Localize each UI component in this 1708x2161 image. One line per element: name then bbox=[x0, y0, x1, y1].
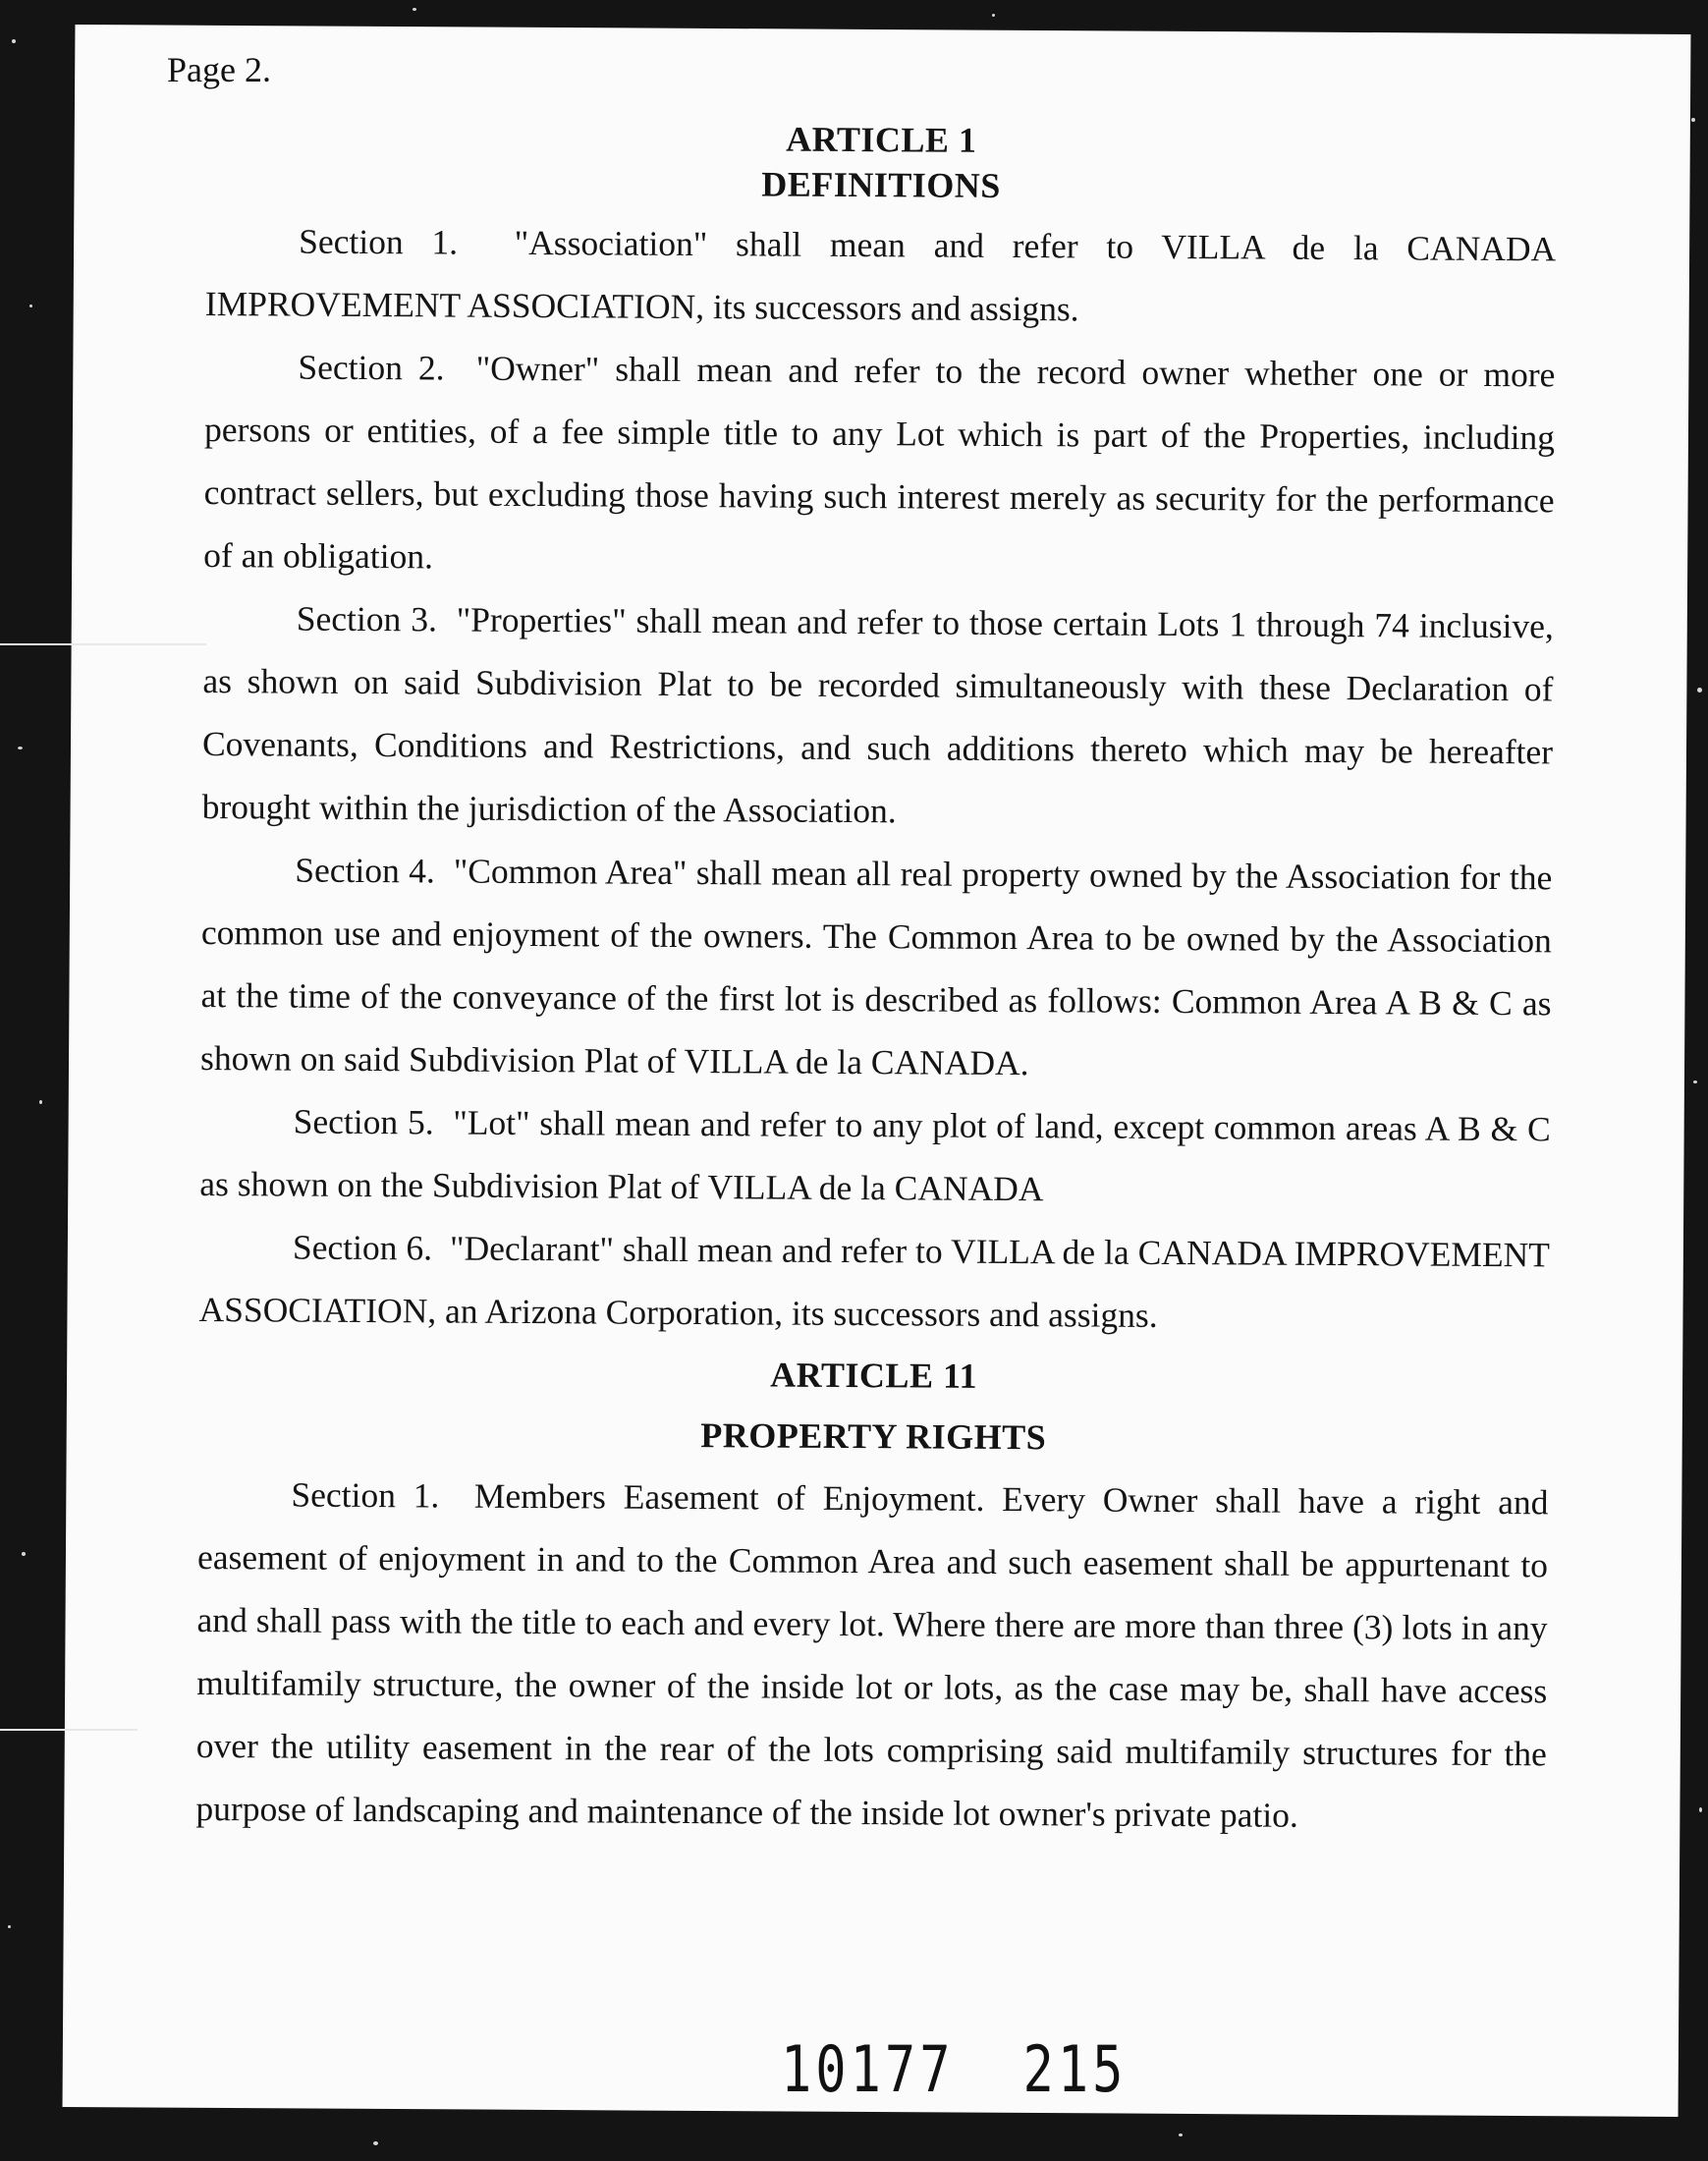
page-number-label: Page 2. bbox=[167, 50, 271, 89]
section-label: Section 4. bbox=[295, 850, 435, 891]
noise-speck bbox=[992, 14, 995, 17]
article-1-title: ARTICLE 1 bbox=[786, 119, 977, 160]
noise-speck bbox=[373, 2141, 378, 2145]
noise-speck bbox=[39, 1100, 42, 1104]
noise-speck bbox=[12, 39, 16, 43]
document-body bbox=[195, 113, 1557, 1848]
article-1-section-4 bbox=[200, 838, 1553, 1097]
article-2-title: ARTICLE 11 bbox=[770, 1355, 978, 1396]
section-label: Section 6. bbox=[292, 1227, 433, 1268]
article-1-section-5 bbox=[199, 1089, 1551, 1223]
section-text: "Lot" shall mean and refer to any plot of land, except common areas A B & C as shown on the Subdivision Plat of VILLA de la CANADA bbox=[199, 1102, 1551, 1209]
section-label: Section 5. bbox=[293, 1101, 434, 1142]
recording-book-number: 10177 bbox=[781, 2033, 955, 2107]
noise-speck bbox=[1691, 118, 1695, 122]
section-label: Section 3. bbox=[296, 598, 438, 639]
article-1-section-1 bbox=[205, 209, 1557, 343]
noise-speck bbox=[1179, 2133, 1183, 2136]
article-1-section-6 bbox=[198, 1215, 1550, 1349]
section-text: "Association" shall mean and refer to VILLA de la CANADA IMPROVEMENT ASSOCIATION, its successors and assigns. bbox=[204, 222, 1557, 329]
noise-speck bbox=[1697, 688, 1702, 693]
section-text: "Declarant" shall mean and refer to VILLA de la CANADA IMPROVEMENT ASSOCIATION, an Arizona Corporation, its successors and assigns. bbox=[198, 1228, 1551, 1335]
recording-stamp bbox=[781, 2033, 1195, 2107]
scan-line bbox=[0, 643, 206, 645]
noise-speck bbox=[8, 1925, 11, 1928]
section-label: Section 2. bbox=[298, 347, 445, 388]
noise-speck bbox=[22, 1552, 26, 1556]
section-label: Section 1. bbox=[291, 1474, 440, 1516]
noise-speck bbox=[29, 305, 32, 307]
section-text: "Properties" shall mean and refer to those certain Lots 1 through 74 inclusive, as shown on said Subdivision Plat to be recorded simultaneously with these Declaration of Covenants, Conditions and Restrictions, and such additions thereto which may be hereafter brought within the jurisdiction of the Association. bbox=[201, 599, 1554, 831]
article-1-section-3 bbox=[201, 586, 1554, 846]
section-text: Members Easement of Enjoyment. Every Owner shall have a right and easement of enjoyment in and to the Common Area and such easement shall be appurtenant to and shall pass with the title to each and every lot. Where there are more than three (3) lots in any multifamily structure, the owner of the inside lot or lots, as the case may be, shall have access over the utility easement in the rear of the lots comprising said multifamily structures for the purpose of landscaping and maintenance of the inside lot owner's private patio. bbox=[195, 1475, 1549, 1835]
noise-speck bbox=[413, 8, 416, 11]
section-text: "Common Area" shall mean all real property owned by the Association for the common use and enjoyment of the owners. The Common Area to be owned by the Association at the time of the conveyance of the first lot is described as follows: Common Area A B & C as shown on said Subdivision Plat of VILLA de la CANADA. bbox=[200, 851, 1553, 1083]
article-1-subtitle: DEFINITIONS bbox=[761, 164, 1001, 205]
article-1-section-2 bbox=[203, 335, 1556, 594]
noise-speck bbox=[18, 747, 23, 749]
article-2-subtitle: PROPERTY RIGHTS bbox=[700, 1415, 1047, 1458]
noise-speck bbox=[1699, 1807, 1702, 1812]
scan-line bbox=[0, 1729, 138, 1731]
article-2-section-1 bbox=[195, 1463, 1548, 1848]
recording-page-number: 215 bbox=[1022, 2033, 1128, 2107]
section-label: Section 1. bbox=[299, 221, 459, 262]
section-text: "Owner" shall mean and refer to the record owner whether one or more persons or entities, of a fee simple title to any Lot which is part of the Properties, including contract sellers, but excluding those having such interest merely as security for the performance of an obligation. bbox=[203, 348, 1556, 577]
noise-speck bbox=[1693, 1080, 1697, 1083]
